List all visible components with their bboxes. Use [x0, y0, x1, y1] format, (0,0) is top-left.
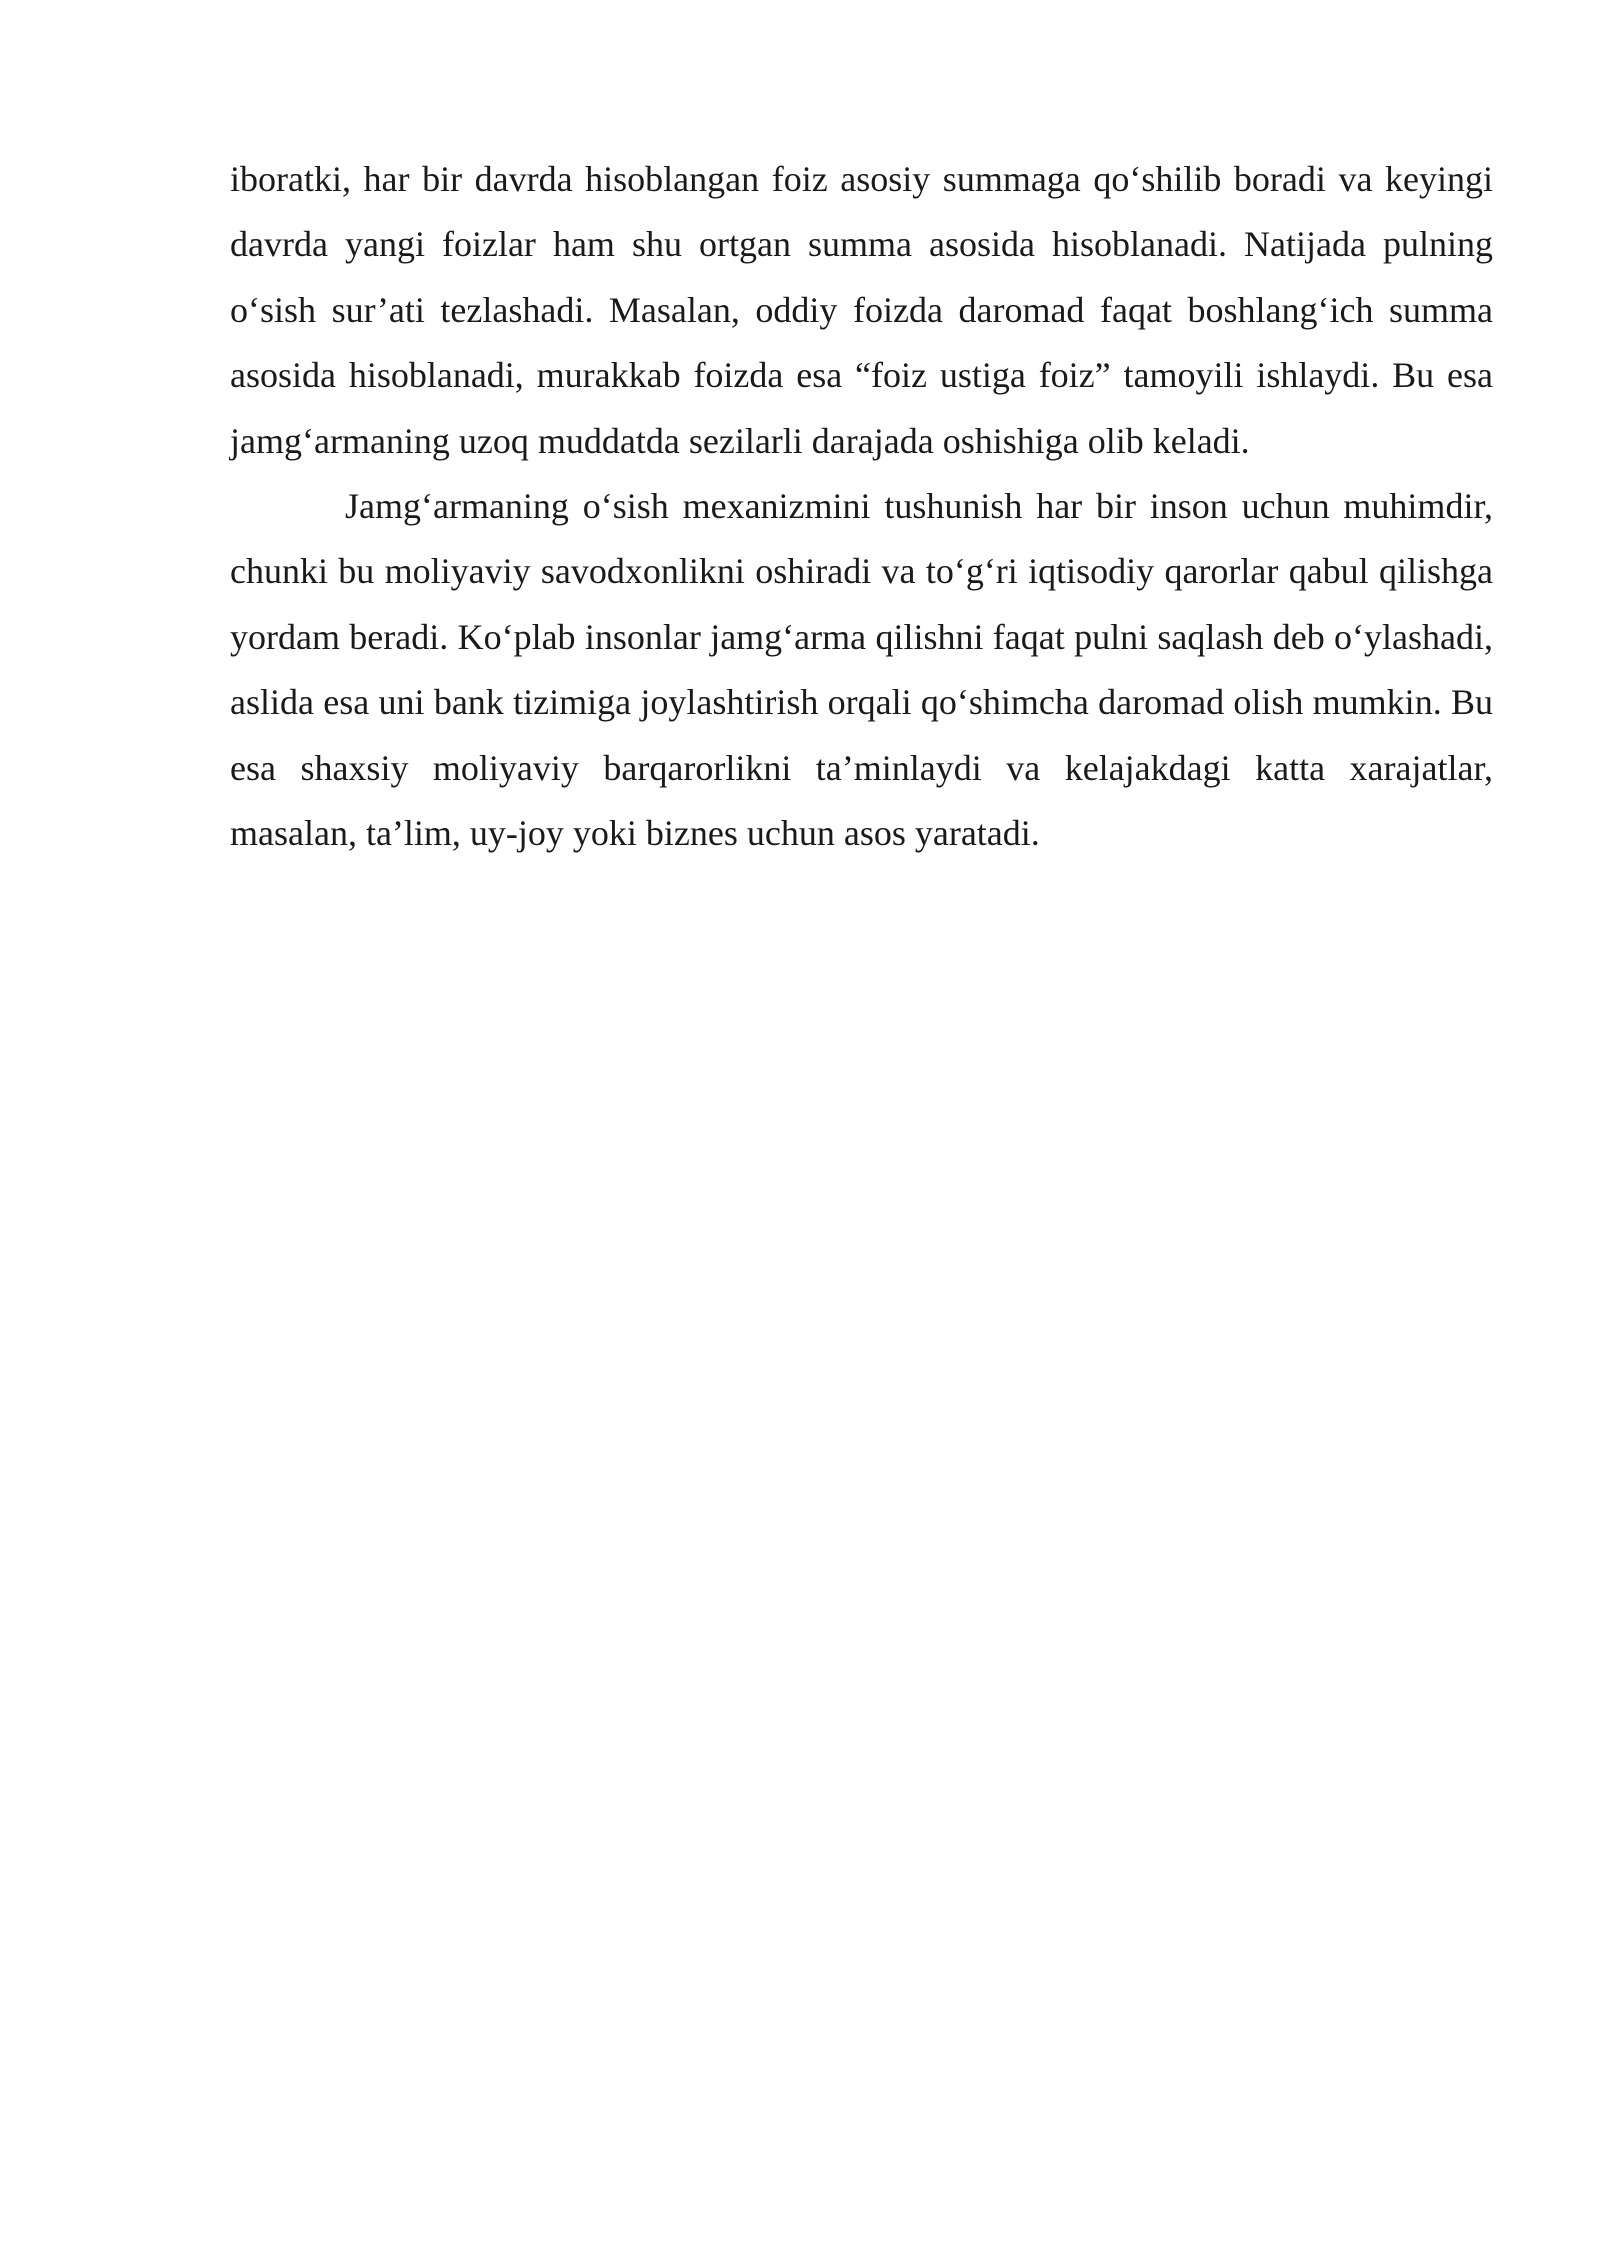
paragraph-savings-growth: Jamg‘armaning o‘sish mexanizmini tushunish har bir inson uchun muhimdir, chunki bu moliyaviy savodxonlikni oshiradi va to‘g‘ri iqtisodiy qarorlar qabul qilishga yordam beradi. Ko‘plab insonlar jamg‘arma qilishni faqat pulni saqlash deb o‘ylashadi, aslida esa uni bank tizimiga joylashtirish orqali qo‘shimcha daromad olish mumkin. Bu esa shaxsiy moliyaviy barqarorlikni ta’minlaydi va kelajakdagi katta xarajatlar, masalan, ta’lim, uy-joy yoki biznes uchun asos yaratadi.	[230, 486, 1493, 854]
body-text	[230, 147, 1493, 866]
paragraph-continuation: iboratki, har bir davrda hisoblangan foiz asosiy summaga qo‘shilib boradi va keyingi davrda yangi foizlar ham shu ortgan summa asosida hisoblanadi. Natijada pulning o‘sish sur’ati tezlashadi. Masalan, oddiy foizda daromad faqat boshlang‘ich summa asosida hisoblanadi, murakkab foizda esa “foiz ustiga foiz” tamoyili ishlaydi. Bu esa jamg‘armaning uzoq muddatda sezilarli darajada oshishiga olib keladi.	[230, 159, 1493, 461]
